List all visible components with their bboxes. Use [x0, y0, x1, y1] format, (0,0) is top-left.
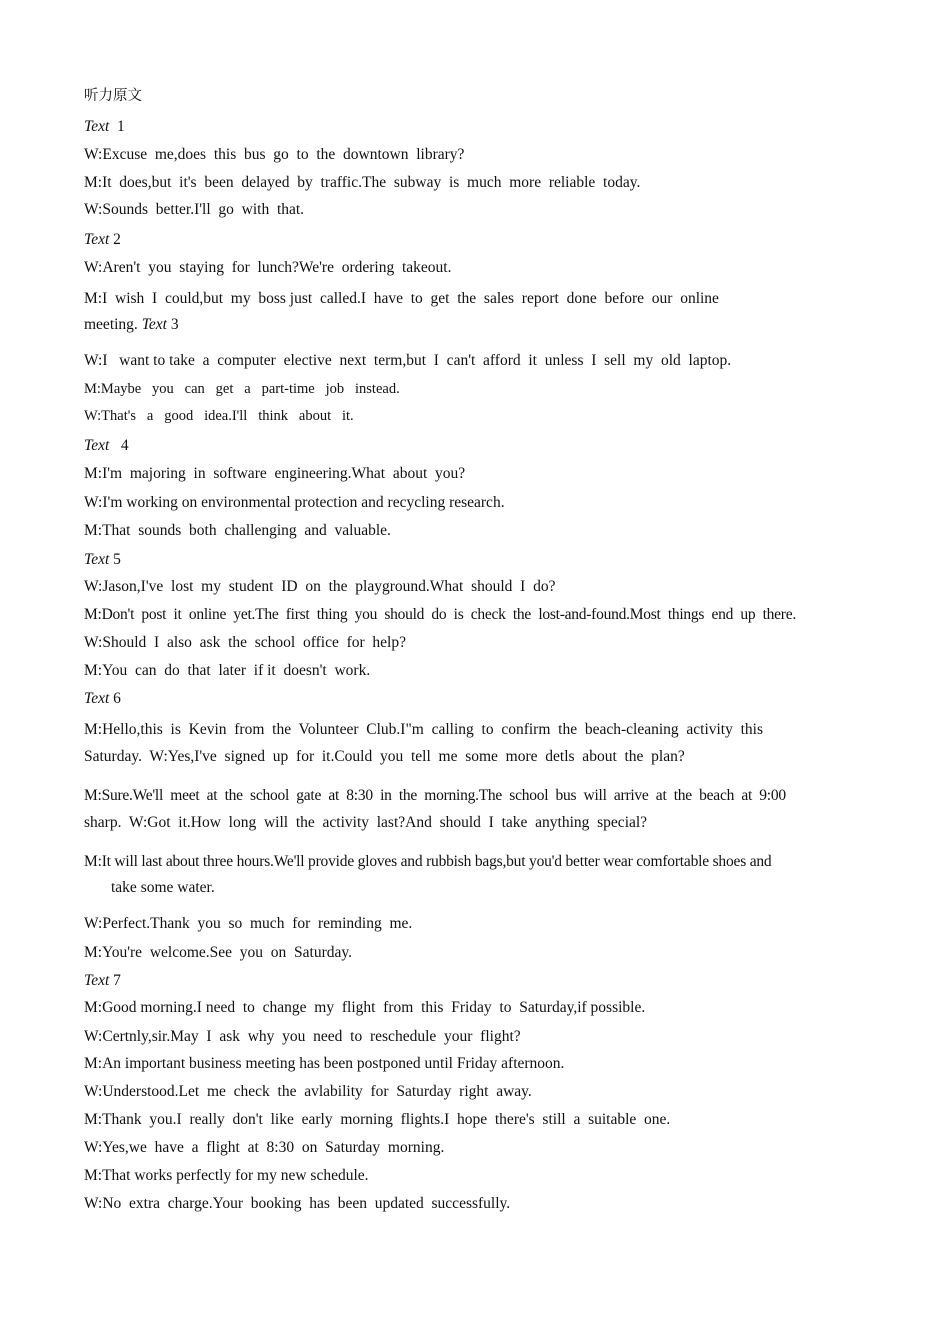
dialogue-line: W:I'm working on environmental protection and recycling research.: [84, 494, 505, 511]
section-heading-text-5: [84, 550, 121, 570]
dialogue-line: W:Excuse me,does this bus go to the downtown library?: [84, 146, 465, 163]
section-heading-text-1: [84, 117, 125, 137]
section-heading-number: 7: [113, 972, 121, 989]
dialogue-line: W:That's a good idea.I'll think about it.: [84, 408, 354, 424]
dialogue-line: M:An important business meeting has been postponed until Friday afternoon.: [84, 1055, 565, 1072]
dialogue-line-fragment: meeting.: [84, 316, 138, 333]
dialogue-line: M:I wish I could,but my boss just called.I have to get the sales report done before our online: [84, 290, 719, 307]
dialogue-line: W:Perfect.Thank you so much for reminding me.: [84, 915, 413, 932]
section-heading-number: 2: [113, 231, 121, 248]
dialogue-line: M:You can do that later if it doesn't work.: [84, 662, 371, 679]
dialogue-line: M:Don't post it online yet.The first thing you should do is check the lost-and-found.Most things end up there.: [84, 606, 796, 623]
section-heading-text-7: [84, 971, 121, 991]
section-heading-number: 4: [120, 437, 129, 454]
section-heading-number: 5: [113, 551, 121, 568]
dialogue-line: W:Should I also ask the school office for help?: [84, 634, 406, 651]
section-heading-label: Text: [84, 437, 110, 454]
dialogue-line: W:Aren't you staying for lunch?We're ordering takeout.: [84, 259, 452, 276]
section-heading-text-2: [84, 230, 121, 250]
section-heading-label: Text: [84, 551, 110, 568]
dialogue-line: W:Certnly,sir.May I ask why you need to reschedule your flight?: [84, 1028, 521, 1045]
dialogue-line: M:It will last about three hours.We'll provide gloves and rubbish bags,but you'd better wear comfortable shoes and: [84, 853, 772, 870]
dialogue-line: M:Sure.We'll meet at the school gate at 8:30 in the morning.The school bus will arrive at the beach at 9:00: [84, 787, 786, 804]
section-heading-number: 1: [117, 118, 125, 135]
section-heading-text-4: [84, 436, 129, 456]
dialogue-line: M:That works perfectly for my new schedule.: [84, 1167, 369, 1184]
dialogue-line: W:No extra charge.Your booking has been updated successfully.: [84, 1195, 511, 1212]
section-heading-number: 6: [113, 690, 121, 707]
dialogue-line: M:You're welcome.See you on Saturday.: [84, 944, 352, 961]
section-heading-number: 3: [170, 316, 179, 333]
section-heading-label: Text: [84, 690, 110, 707]
dialogue-line: M:Thank you.I really don't like early morning flights.I hope there's still a suitable one.: [84, 1111, 671, 1128]
dialogue-line: W:Yes,we have a flight at 8:30 on Saturday morning.: [84, 1139, 445, 1156]
dialogue-line: Saturday. W:Yes,I've signed up for it.Could you tell me some more detls about the plan?: [84, 748, 685, 765]
dialogue-line: M:Hello,this is Kevin from the Volunteer Club.I"m calling to confirm the beach-cleaning activity this: [84, 721, 764, 738]
dialogue-line-continued: take some water.: [111, 879, 215, 896]
dialogue-line: M:That sounds both challenging and valuable.: [84, 522, 391, 539]
page-title: 听力原文: [84, 88, 142, 104]
dialogue-line: W:I want to take a computer elective next term,but I can't afford it unless I sell my old laptop.: [84, 352, 732, 369]
dialogue-line: M:It does,but it's been delayed by traffic.The subway is much more reliable today.: [84, 174, 641, 191]
dialogue-line: M:Good morning.I need to change my flight from this Friday to Saturday,if possible.: [84, 999, 646, 1016]
dialogue-line: W:Understood.Let me check the avlability for Saturday right away.: [84, 1083, 532, 1100]
dialogue-line: W:Sounds better.I'll go with that.: [84, 201, 305, 218]
section-heading-label: Text: [84, 972, 110, 989]
dialogue-line: M:Maybe you can get a part-time job instead.: [84, 381, 400, 397]
section-heading-label: Text: [141, 316, 167, 333]
dialogue-line: W:Jason,I've lost my student ID on the playground.What should I do?: [84, 578, 556, 595]
dialogue-line: sharp. W:Got it.How long will the activity last?And should I take anything special?: [84, 814, 648, 831]
dialogue-line-continued: [84, 315, 179, 335]
dialogue-line: M:I'm majoring in software engineering.What about you?: [84, 465, 466, 482]
section-heading-text-6: [84, 689, 121, 709]
section-heading-label: Text: [84, 231, 110, 248]
section-heading-text-3: [142, 316, 179, 333]
section-heading-label: Text: [84, 118, 110, 135]
